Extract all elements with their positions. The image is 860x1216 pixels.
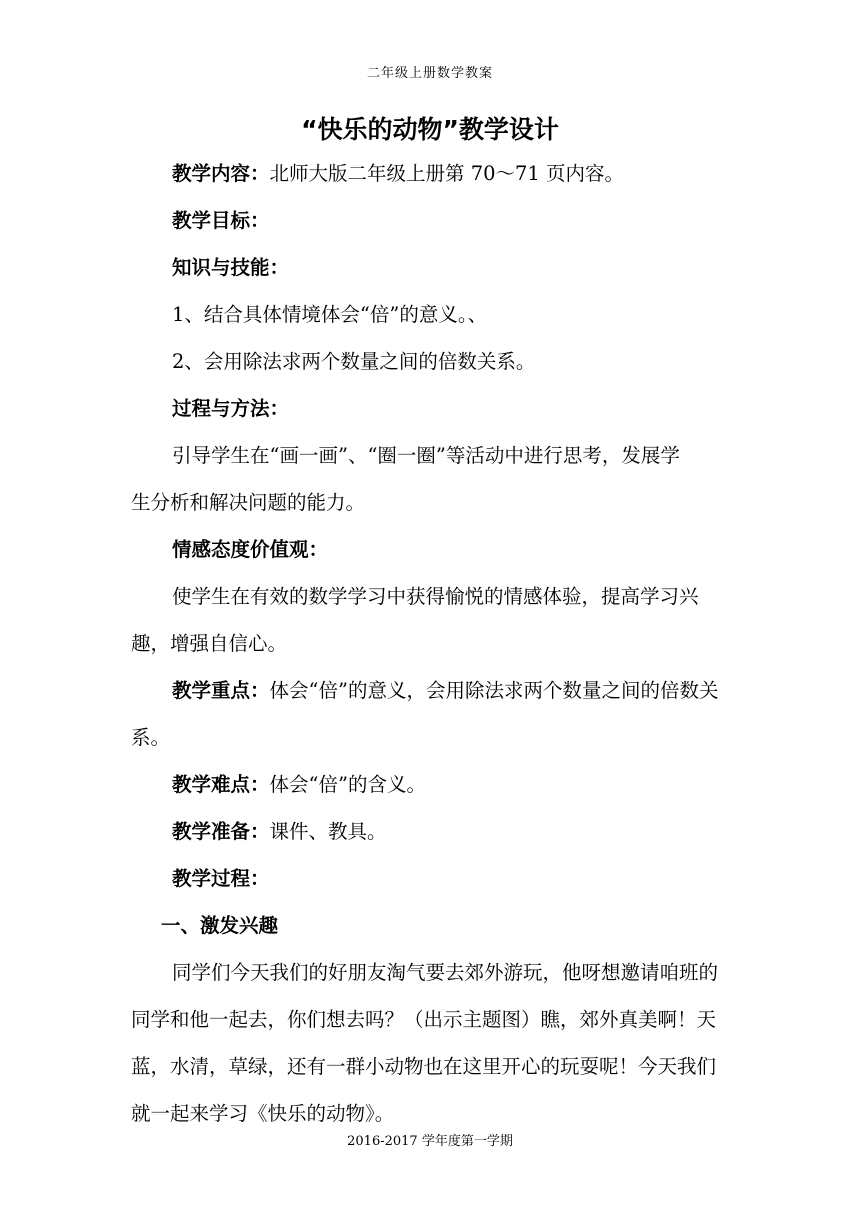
difficulty xyxy=(131,761,731,808)
key-point xyxy=(131,667,731,714)
teaching-content-text: 北师大版二年级上册第 70～71 页内容。 xyxy=(269,162,625,185)
process-heading: 过程与方法： xyxy=(172,397,290,420)
process-line-1: 引导学生在“画一画”、“圈一圈”等活动中进行思考，发展学 xyxy=(172,444,680,467)
emotion-line-2: 趣，增强自信心。 xyxy=(131,632,288,655)
section-1-line-3: 蓝，水清，草绿，还有一群小动物也在这里开心的玩耍呢！今天我们 xyxy=(131,1055,717,1078)
key-point-label: 教学重点： xyxy=(172,679,270,702)
knowledge-heading: 知识与技能： xyxy=(172,256,290,279)
document-title: “快乐的动物”教学设计 xyxy=(301,115,559,144)
key-point-line-2: 系。 xyxy=(131,726,171,749)
teaching-content-label: 教学内容： xyxy=(172,162,270,185)
section-1-line-1: 同学们今天我们的好朋友淘气要去郊外游玩，他呀想邀请咱班的 xyxy=(172,961,719,984)
preparation-label: 教学准备： xyxy=(172,820,270,843)
section-1-line-2: 同学和他一起去，你们想去吗？（出示主题图）瞧，郊外真美啊！天 xyxy=(131,1008,717,1031)
difficulty-text: 体会“倍”的含义。 xyxy=(269,773,426,796)
section-1-heading: 一、激发兴趣 xyxy=(161,914,279,937)
page-header: 二年级上册数学教案 xyxy=(366,66,493,81)
knowledge-item-1: 1、结合具体情境体会“倍”的意义。、 xyxy=(172,303,488,326)
teaching-content xyxy=(131,150,731,197)
preparation-text: 课件、教具。 xyxy=(269,820,387,843)
procedure-heading: 教学过程： xyxy=(172,867,270,890)
page-footer: 2016-2017 学年度第一学期 xyxy=(347,1134,513,1149)
process-line-2: 生分析和解决问题的能力。 xyxy=(131,491,366,514)
preparation xyxy=(131,808,731,855)
knowledge-item-2: 2、会用除法求两个数量之间的倍数关系。 xyxy=(172,350,536,373)
section-1-line-4: 就一起来学习《快乐的动物》。 xyxy=(131,1102,395,1125)
emotion-line-1: 使学生在有效的数学学习中获得愉悦的情感体验，提高学习兴 xyxy=(172,585,699,608)
key-point-text: 体会“倍”的意义，会用除法求两个数量之间的倍数关 xyxy=(269,679,719,702)
difficulty-label: 教学难点： xyxy=(172,773,270,796)
goals-heading: 教学目标： xyxy=(172,209,270,232)
document-body xyxy=(131,150,731,1137)
emotion-heading: 情感态度价值观： xyxy=(172,538,329,561)
